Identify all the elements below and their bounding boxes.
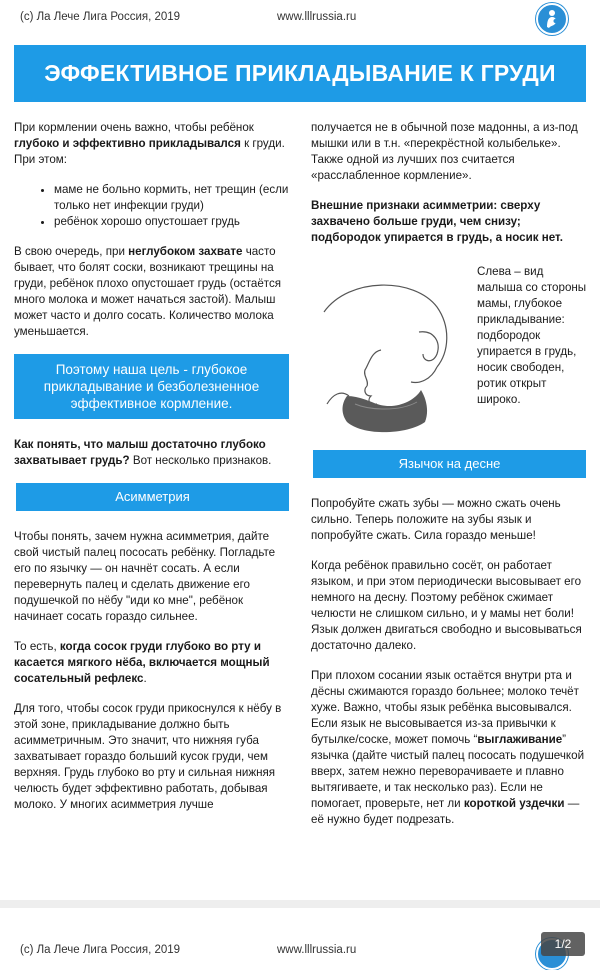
baby-latch-illustration [319,272,469,437]
site-url[interactable]: www.lllrussia.ru [277,11,357,23]
finger-test-paragraph: Чтобы понять, зачем нужна асимметрия, дайте свой чистый палец пососать ребёнку. Погладьте его по язычку — он начнёт сосать. А если перевернуть палец и сделать движение его подушечкой по нёбу "иди ко мне", ребёнок начинает сосать гораздо сильнее. [14,530,276,623]
positions-paragraph: получается не в обычной позе мадонны, а из-под мышки или в т.н. «перекрёстной колыбельке». Также одной из лучших поз считается «расслабленное кормление». [311,121,578,182]
illustration-caption: Слева – вид малыша со стороны мамы, глубокое прикладывание: подбородок упирается в грудь, носик свободен, ротик открыт широко. [477,265,587,406]
next-page-header [0,908,600,959]
goal-box: Поэтому наша цель - глубокое прикладывание и безболезненное эффективное кормление. [14,354,289,419]
right-column [311,120,586,842]
teeth-test-paragraph: Попробуйте сжать зубы — можно сжать очень сильно. Теперь положите на зубы язык и попробуйте сжать. Сила гораздо меньше! [311,497,561,542]
illustration-block [311,260,586,438]
benefits-list [14,182,289,230]
page-title: ЭФФЕКТИВНОЕ ПРИКЛАДЫВАНИЕ К ГРУДИ [14,45,586,102]
poor-sucking-paragraph: При плохом сосании язык остаётся внутри рта и дёсны сжимаются гораздо больнее; молоко течёт хуже. Важно, чтобы язык ребёнка высовывался. Если язык не высовывается из-за привычки к бутылке/соске, может помочь “выглаживание” язычка (дайте чистый палец пососать подушечкой вверх, затем нежно переворачиваете и плавно вытягиваете, и так несколько раз). Если не помогает, проверьте, нет ли короткой уздечки — её нужно будет подрезать. [311,669,585,826]
page-indicator: 1/2 [541,932,585,956]
asymmetry-explanation-paragraph: Для того, чтобы сосок груди прикоснулся к нёбу в этой зоне, прикладывание должно быть асимметричным. Это значит, что нижняя губа захватывает гораздо больший кусок груди, чем верхняя. Грудь глубоко во рту и сильная нижняя челюсть будет эффективно работать, добывая молоко. У многих асимметрия лучше [14,702,282,811]
page-divider [0,900,600,908]
tongue-section-header: Язычок на десне [313,450,586,478]
signs-question-paragraph: Как понять, что малыш достаточно глубоко захватывает грудь? Вот несколько признаков. [14,438,272,467]
page-header [0,0,600,44]
reflex-paragraph: То есть, когда сосок груди глубоко во рту и касается мягкого нёба, включается мощный сосательный рефлекс. [14,640,270,685]
list-item: • маме не больно кормить, нет трещин (если только нет инфекции груди) [54,182,289,214]
asymmetry-signs-paragraph: Внешние признаки асимметрии: сверху захвачено больше груди, чем снизу; подбородок упирается в грудь, а носик нет. [311,199,563,244]
left-column [14,120,289,827]
shallow-latch-paragraph: В свою очередь, при неглубоком захвате часто бывает, что болят соски, возникают трещины на груди, ребёнок плохо опустошает грудь (остаётся много молока и может начаться застой). Малыш может часто и долго сосать. Количество молока уменьшается. [14,245,282,338]
intro-paragraph: При кормлении очень важно, чтобы ребёнок глубоко и эффективно прикладывался к груди. При этом: [14,121,285,166]
site-url[interactable]: www.lllrussia.ru [277,944,357,956]
list-item: • ребёнок хорошо опустошает грудь [54,214,289,230]
asymmetry-section-header: Асимметрия [16,483,289,511]
copyright-text: (с) Ла Лече Лига Россия, 2019 [20,944,181,956]
mother-child-logo-icon [536,3,568,35]
copyright-text: (с) Ла Лече Лига Россия, 2019 [20,11,181,23]
tongue-work-paragraph: Когда ребёнок правильно сосёт, он работает языком, и при этом периодически высовывает его немного на десну. Поэтому ребёнок сжимает челюсти не слишком сильно, и у мамы нет боли! Язык должен двигаться свободно и высовываться достаточно далеко. [311,559,582,652]
